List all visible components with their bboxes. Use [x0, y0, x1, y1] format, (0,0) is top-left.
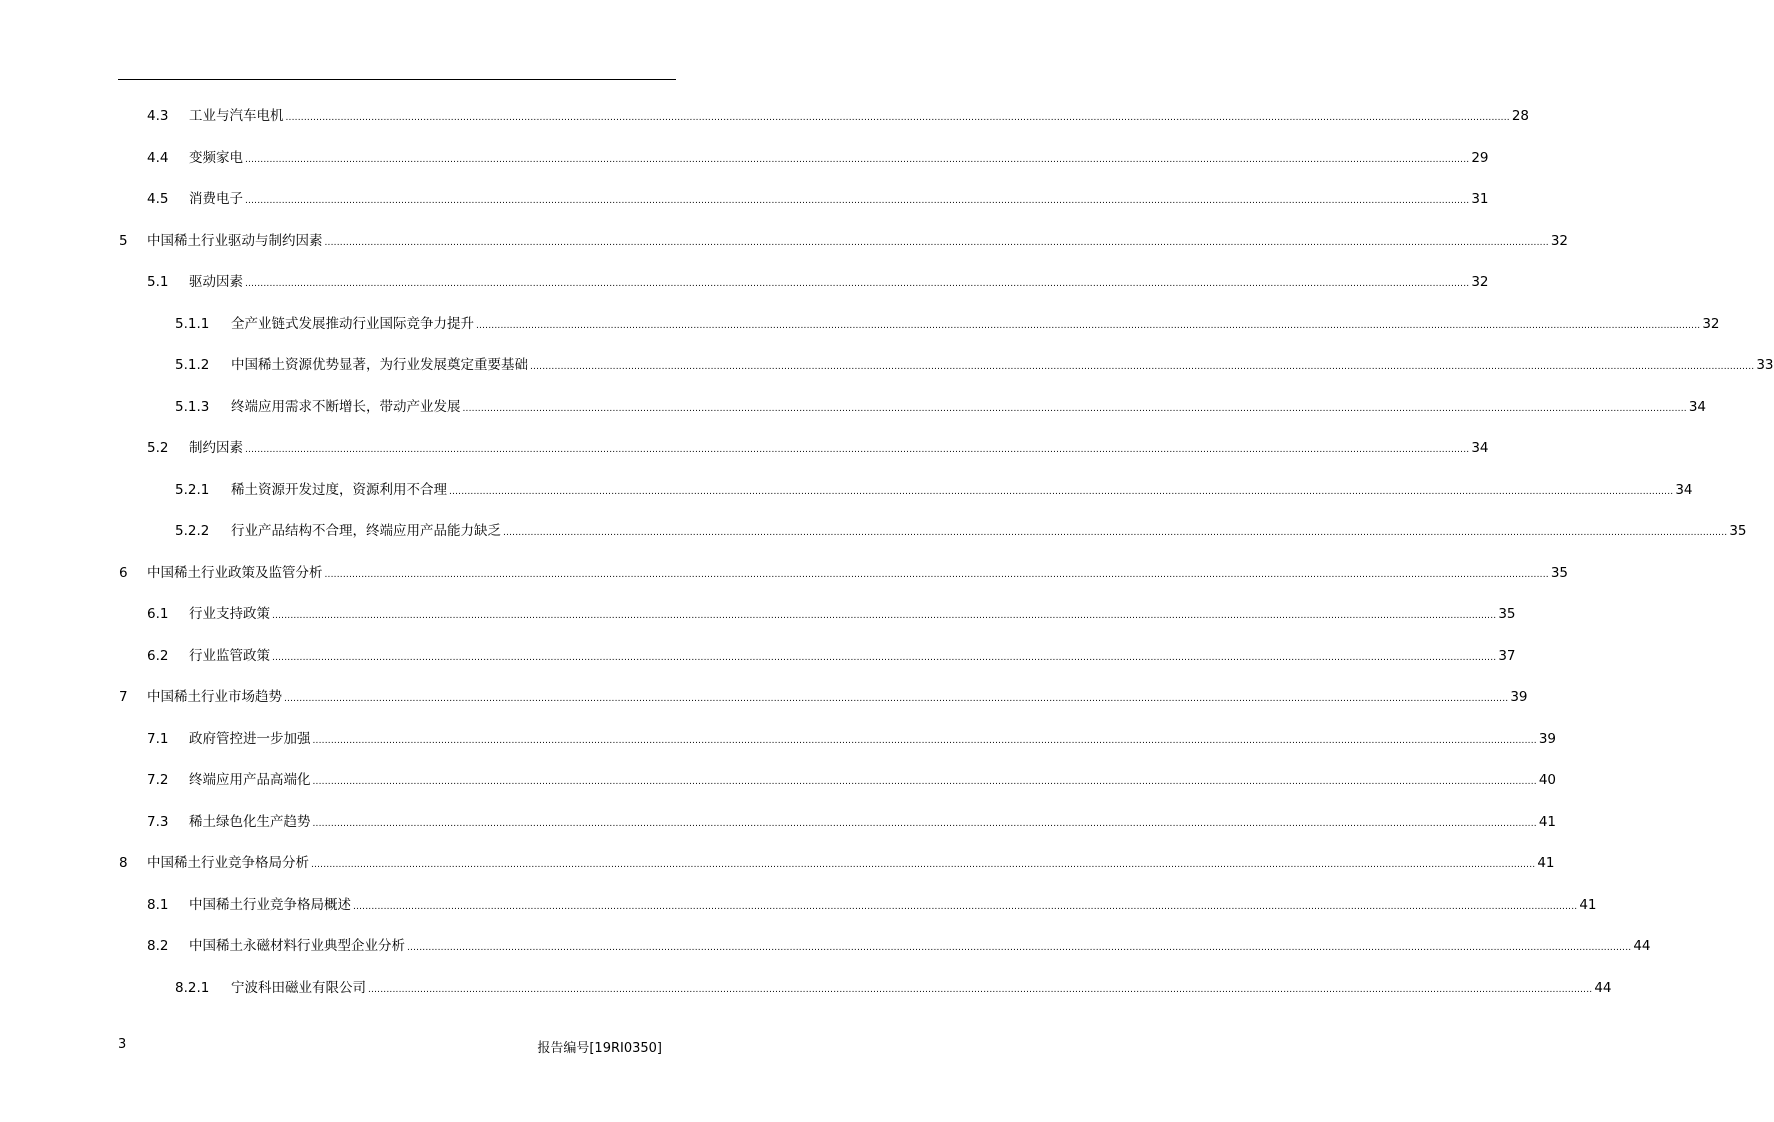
toc-entry-page: 35 [1729, 523, 1747, 539]
toc-entry-title: 政府管控进一步加强 [189, 730, 311, 747]
toc-entry-number: 6.2 [147, 647, 169, 664]
toc-entry-number: 4.3 [147, 108, 169, 124]
toc-entry[interactable] [0, 470, 1693, 512]
toc-entry-title: 驱动因素 [189, 274, 243, 290]
footer-report-id: 报告编号[19RI0350] [537, 1041, 662, 1056]
toc-entry-number: 5.2.1 [175, 481, 210, 498]
toc-dot-leader: ................................................................................................................................................................................................................................................................................................................................................................................................................ [353, 901, 1578, 912]
toc-entry-title: 行业产品结构不合理，终端应用产品能力缺乏 [231, 523, 501, 539]
toc-dot-leader: ................................................................................................................................................................................................................................................................................................................................................................................................................ [503, 528, 1728, 538]
toc-entry-title: 中国稀土永磁材料行业典型企业分析 [189, 938, 405, 954]
toc-entry-number: 8.2.1 [175, 979, 210, 996]
toc-entry-page: 31 [1471, 191, 1489, 207]
toc-entry-page: 34 [1688, 398, 1707, 415]
toc-entry-line [189, 802, 1557, 846]
toc-entry-title: 中国稀土行业驱动与制约因素 [147, 232, 323, 249]
toc-entry-line [231, 304, 1720, 348]
toc-entry[interactable] [0, 885, 1597, 927]
toc-entry-number: 8.1 [147, 896, 169, 913]
toc-entry-number: 5.1.3 [175, 398, 210, 415]
toc-entry-line [147, 221, 1569, 265]
toc-entry-line [147, 553, 1569, 597]
toc-entry[interactable] [0, 802, 1557, 844]
toc-dot-leader: ................................................................................................................................................................................................................................................................................................................................................................................................................ [245, 445, 1470, 455]
toc-entry[interactable] [0, 594, 1516, 636]
toc-entry-page: 41 [1537, 855, 1555, 871]
toc-entry[interactable] [0, 511, 1747, 553]
toc-entry-line [231, 387, 1707, 431]
toc-dot-leader: ................................................................................................................................................................................................................................................................................................................................................................................................................ [312, 818, 1537, 829]
toc-dot-leader: ................................................................................................................................................................................................................................................................................................................................................................................................................ [462, 403, 1687, 414]
toc-entry[interactable] [0, 968, 1612, 1010]
toc-entry-page: 32 [1550, 232, 1569, 249]
toc-entry-number: 5.1.2 [175, 357, 210, 373]
toc-entry-line [189, 636, 1516, 680]
toc-entry[interactable] [0, 760, 1557, 802]
toc-entry-title: 行业监管政策 [189, 647, 270, 664]
toc-dot-leader: ................................................................................................................................................................................................................................................................................................................................................................................................................ [284, 694, 1509, 704]
toc-entry-number: 8 [119, 855, 128, 871]
toc-entry-page: 35 [1550, 564, 1569, 581]
toc-entry-page: 32 [1471, 274, 1489, 290]
table-of-contents [0, 96, 1774, 1009]
toc-entry-title: 宁波科田磁业有限公司 [231, 979, 366, 996]
toc-entry-number: 7.2 [147, 772, 169, 788]
toc-entry-line [189, 719, 1557, 763]
toc-entry-page: 44 [1633, 938, 1651, 954]
header-rule [118, 79, 676, 80]
toc-entry-line [189, 179, 1489, 223]
toc-entry[interactable] [0, 262, 1489, 304]
toc-entry-page: 44 [1594, 979, 1612, 996]
toc-entry[interactable] [0, 926, 1651, 968]
toc-entry-title: 中国稀土资源优势显著，为行业发展奠定重要基础 [231, 357, 528, 373]
toc-entry-title: 制约因素 [189, 440, 243, 456]
toc-entry-page: 41 [1579, 896, 1597, 913]
toc-entry-number: 6 [119, 564, 128, 581]
toc-dot-leader: ................................................................................................................................................................................................................................................................................................................................................................................................................ [476, 320, 1701, 331]
footer-page-number: 3 [118, 1037, 127, 1052]
toc-dot-leader: ................................................................................................................................................................................................................................................................................................................................................................................................................ [312, 735, 1537, 746]
toc-entry[interactable] [0, 677, 1528, 719]
toc-entry-line [189, 96, 1530, 140]
toc-entry[interactable] [0, 428, 1489, 470]
toc-entry-line [231, 511, 1747, 555]
toc-entry-page: 34 [1471, 440, 1489, 456]
toc-entry-page: 34 [1675, 481, 1693, 498]
toc-entry[interactable] [0, 304, 1720, 346]
toc-entry-line [189, 138, 1489, 182]
toc-entry[interactable] [0, 221, 1569, 263]
toc-entry-page: 37 [1498, 647, 1516, 664]
toc-entry-page: 40 [1538, 772, 1557, 788]
toc-dot-leader: ................................................................................................................................................................................................................................................................................................................................................................................................................ [285, 113, 1510, 123]
toc-entry-line [189, 885, 1597, 929]
toc-entry-line [189, 594, 1516, 638]
toc-entry[interactable] [0, 387, 1707, 429]
toc-entry-number: 4.5 [147, 191, 169, 207]
toc-entry-line [189, 428, 1489, 472]
toc-entry-line [189, 926, 1651, 970]
toc-entry-page: 28 [1511, 108, 1530, 124]
toc-dot-leader: ................................................................................................................................................................................................................................................................................................................................................................................................................ [245, 279, 1470, 289]
toc-entry-line [231, 968, 1612, 1012]
toc-entry[interactable] [0, 138, 1489, 180]
toc-dot-leader: ................................................................................................................................................................................................................................................................................................................................................................................................................ [530, 362, 1755, 372]
toc-entry-title: 工业与汽车电机 [189, 108, 284, 124]
toc-entry-number: 7 [119, 689, 128, 705]
toc-dot-leader: ................................................................................................................................................................................................................................................................................................................................................................................................................ [245, 196, 1470, 206]
toc-entry-page: 35 [1498, 606, 1516, 622]
toc-entry-title: 中国稀土行业市场趋势 [147, 689, 282, 705]
toc-entry[interactable] [0, 636, 1516, 678]
toc-entry-title: 中国稀土行业竞争格局分析 [147, 855, 309, 871]
toc-entry-page: 33 [1756, 357, 1774, 373]
toc-dot-leader: ................................................................................................................................................................................................................................................................................................................................................................................................................ [449, 486, 1674, 497]
toc-dot-leader: ................................................................................................................................................................................................................................................................................................................................................................................................................ [312, 777, 1537, 787]
toc-entry[interactable] [0, 843, 1555, 885]
toc-entry-title: 终端应用产品高端化 [189, 772, 311, 788]
toc-entry-title: 中国稀土行业政策及监管分析 [147, 564, 323, 581]
toc-dot-leader: ................................................................................................................................................................................................................................................................................................................................................................................................................ [272, 611, 1497, 621]
toc-entry-page: 29 [1471, 149, 1489, 166]
toc-entry-title: 全产业链式发展推动行业国际竞争力提升 [231, 315, 474, 332]
toc-entry-number: 7.1 [147, 730, 169, 747]
toc-dot-leader: ................................................................................................................................................................................................................................................................................................................................................................................................................ [324, 237, 1549, 248]
toc-entry-line [231, 345, 1774, 389]
toc-entry-number: 5.2 [147, 440, 169, 456]
toc-entry-title: 中国稀土行业竞争格局概述 [189, 896, 351, 913]
toc-dot-leader: ................................................................................................................................................................................................................................................................................................................................................................................................................ [272, 652, 1497, 663]
toc-entry-number: 5.2.2 [175, 523, 210, 539]
toc-entry-title: 变频家电 [189, 149, 243, 166]
toc-entry-page: 39 [1510, 689, 1528, 705]
toc-entry-title: 终端应用需求不断增长，带动产业发展 [231, 398, 461, 415]
toc-entry-page: 32 [1702, 315, 1720, 332]
toc-entry-title: 稀土绿色化生产趋势 [189, 813, 311, 830]
toc-entry-line [189, 760, 1557, 804]
toc-entry-number: 5.1.1 [175, 315, 210, 332]
toc-dot-leader: ................................................................................................................................................................................................................................................................................................................................................................................................................ [324, 569, 1549, 580]
toc-entry[interactable] [0, 553, 1569, 595]
toc-entry-line [147, 677, 1528, 721]
toc-entry-line [189, 262, 1489, 306]
toc-entry[interactable] [0, 345, 1774, 387]
toc-entry-title: 行业支持政策 [189, 606, 270, 622]
toc-entry-page: 41 [1538, 813, 1557, 830]
toc-entry-page: 39 [1538, 730, 1557, 747]
toc-entry-number: 5.1 [147, 274, 169, 290]
toc-dot-leader: ................................................................................................................................................................................................................................................................................................................................................................................................................ [368, 984, 1593, 995]
toc-dot-leader: ................................................................................................................................................................................................................................................................................................................................................................................................................ [407, 943, 1632, 953]
toc-dot-leader: ................................................................................................................................................................................................................................................................................................................................................................................................................ [311, 860, 1536, 870]
toc-entry-number: 6.1 [147, 606, 169, 622]
toc-entry-number: 8.2 [147, 938, 169, 954]
toc-entry[interactable] [0, 719, 1557, 761]
toc-entry-number: 7.3 [147, 813, 169, 830]
toc-entry-number: 4.4 [147, 149, 169, 166]
toc-entry[interactable] [0, 96, 1530, 138]
toc-entry-title: 消费电子 [189, 191, 243, 207]
toc-entry-number: 5 [119, 232, 128, 249]
toc-entry-line [147, 843, 1555, 887]
toc-entry-title: 稀土资源开发过度，资源利用不合理 [231, 481, 447, 498]
toc-entry[interactable] [0, 179, 1489, 221]
toc-dot-leader: ................................................................................................................................................................................................................................................................................................................................................................................................................ [245, 154, 1470, 165]
toc-entry-line [231, 470, 1693, 514]
